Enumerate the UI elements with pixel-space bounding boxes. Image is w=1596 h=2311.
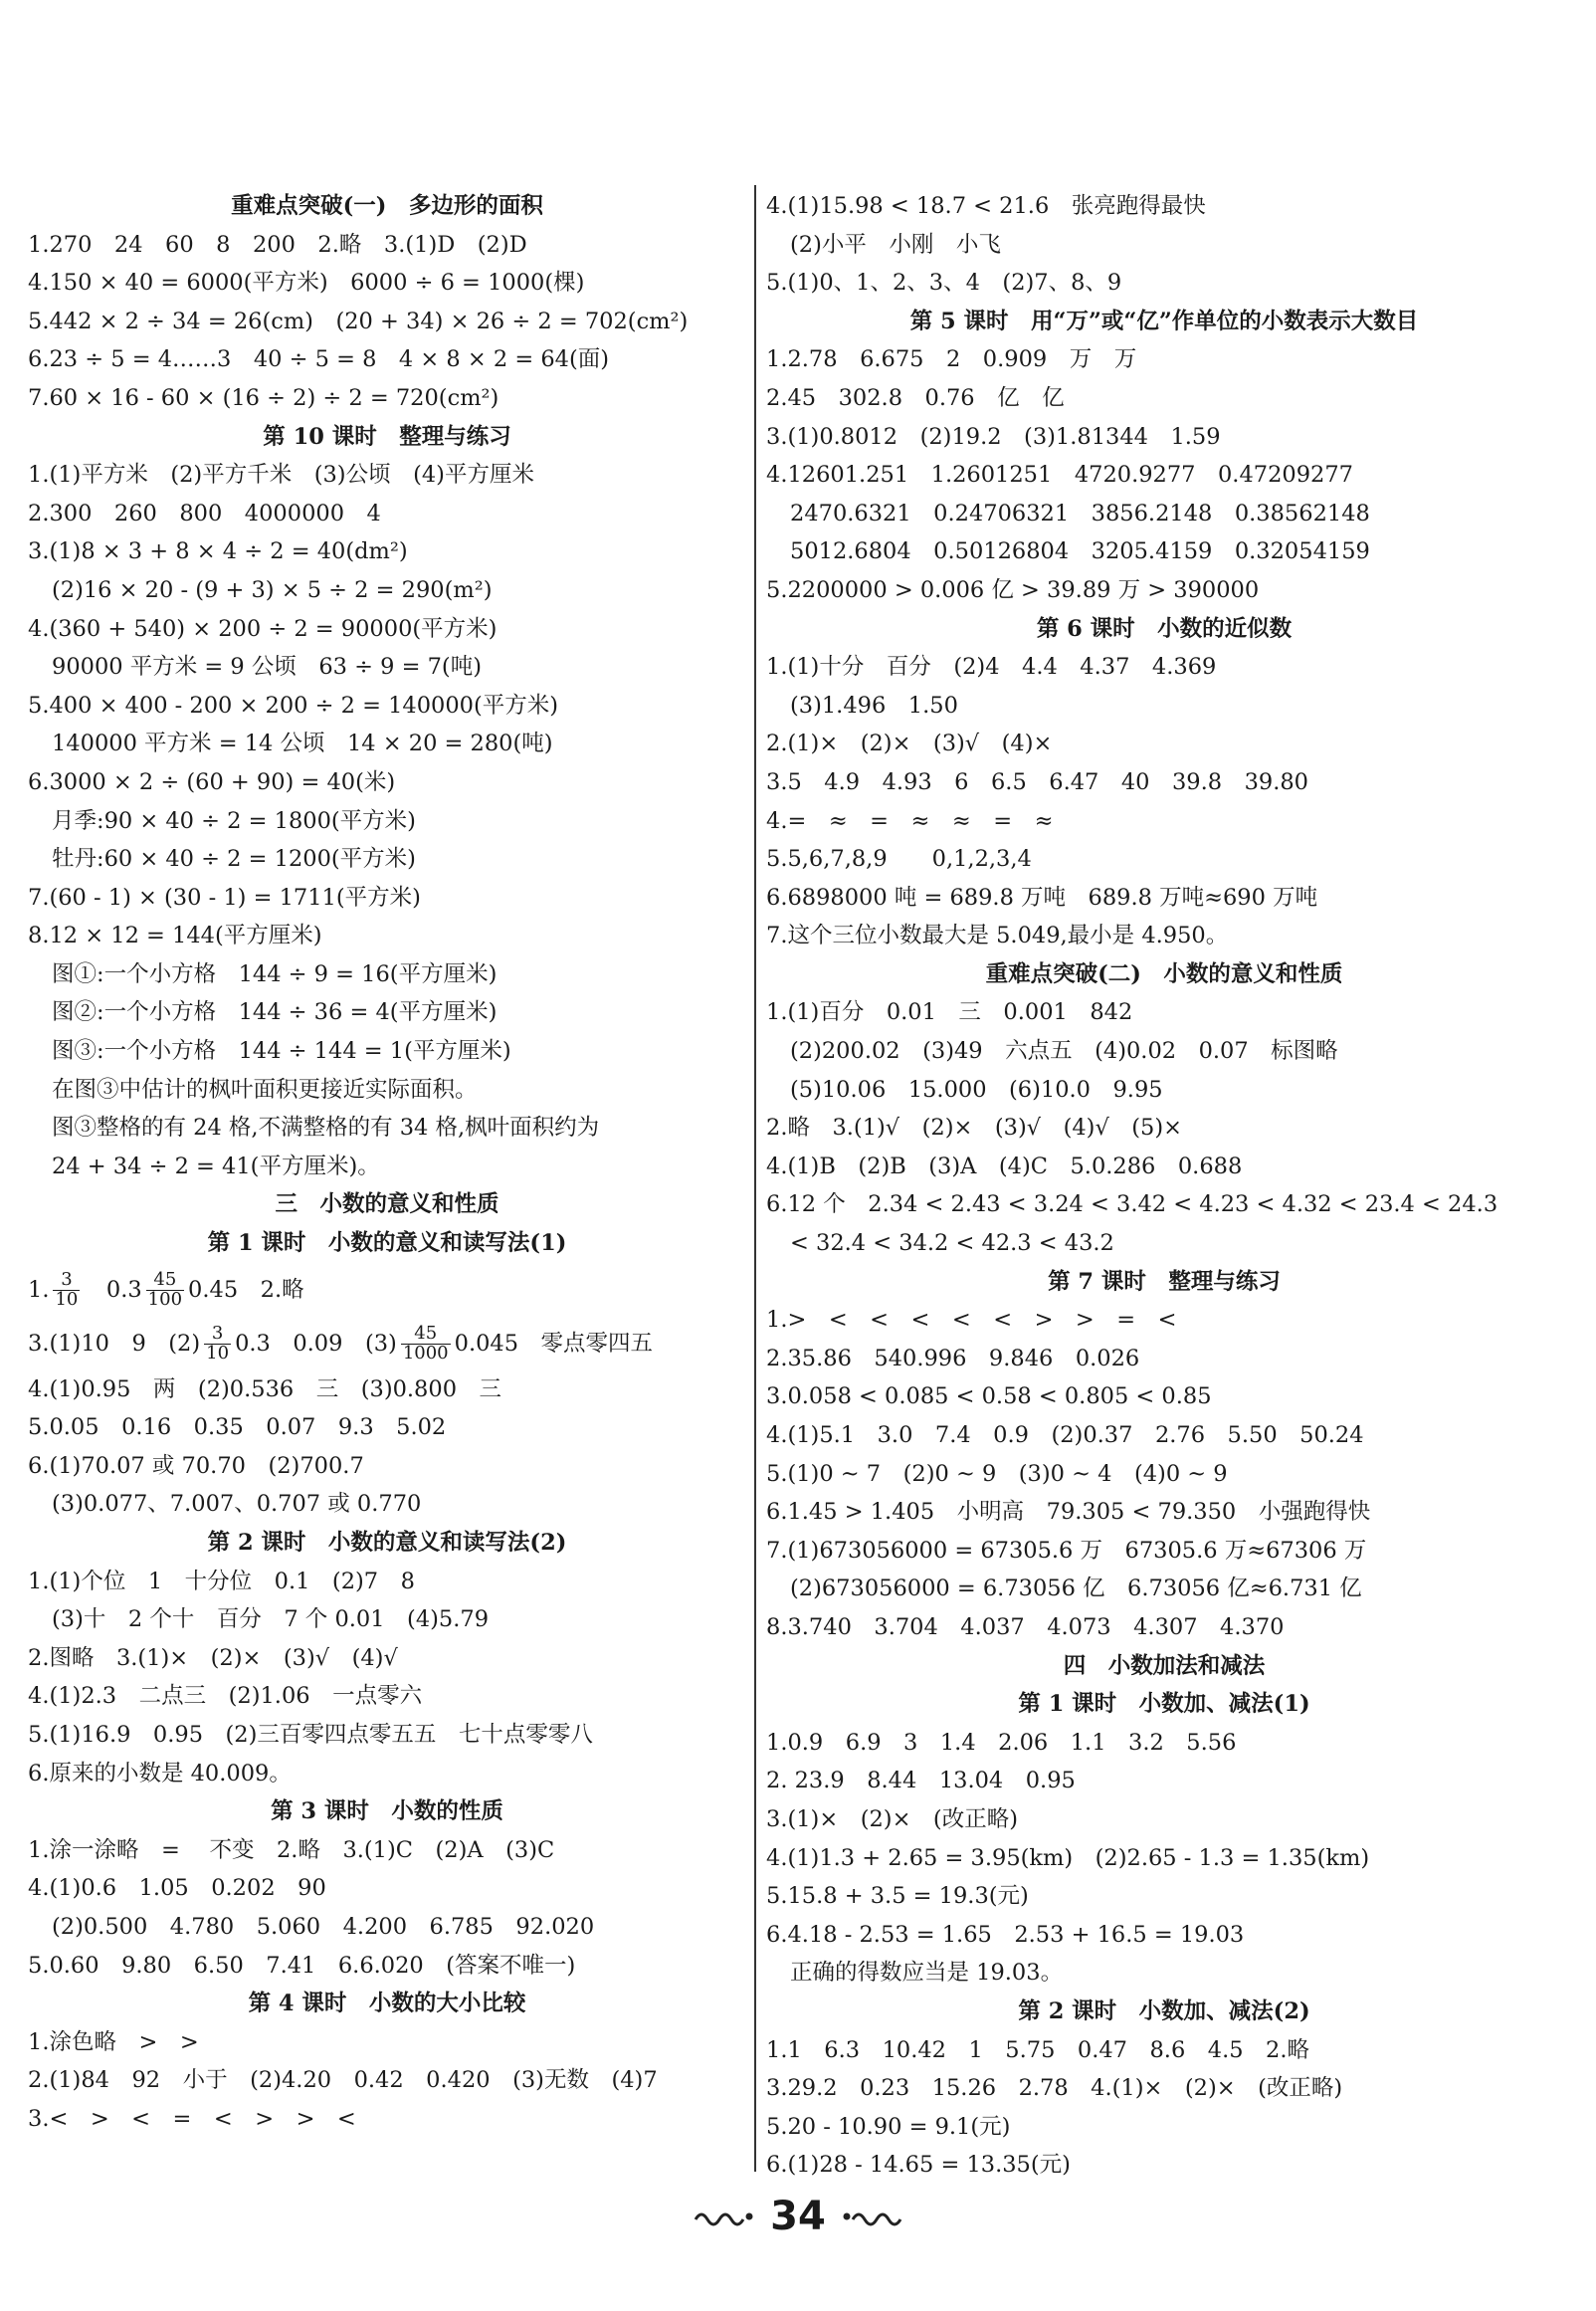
fraction bbox=[53, 1271, 80, 1310]
answer-text: 0.3 0.09 (3) bbox=[235, 1330, 397, 1357]
answer-line: 1.(1)十分 百分 (2)4 4.4 4.37 4.369 bbox=[766, 654, 1217, 681]
answer-text: 0.45 2.略 bbox=[188, 1276, 304, 1303]
answer-line: 5.(1)0 ~ 7 (2)0 ~ 9 (3)0 ~ 4 (4)0 ~ 9 bbox=[766, 1460, 1228, 1487]
answer-line: 2470.6321 0.24706321 3856.2148 0.38562148 bbox=[790, 500, 1370, 526]
section-heading: 重难点突破(一) 多边形的面积 bbox=[231, 193, 543, 219]
fraction-denominator: 10 bbox=[206, 1343, 230, 1365]
answer-line: 24 + 34 ÷ 2 = 41(平方厘米)。 bbox=[52, 1153, 380, 1179]
answer-line: 4.(1)1.3 + 2.65 = 3.95(km) (2)2.65 - 1.3 = 1.35(km) bbox=[766, 1844, 1370, 1871]
answer-text: 3.(1)10 9 (2) bbox=[28, 1330, 201, 1357]
answer-line: (3)0.077、7.007、0.707 或 0.770 bbox=[52, 1491, 422, 1518]
answer-line: 图③整格的有 24 格,不满整格的有 34 格,枫叶面积约为 bbox=[52, 1115, 600, 1142]
answer-line: 6.3000 × 2 ÷ (60 + 90) = 40(米) bbox=[28, 768, 396, 795]
fraction-numerator: 3 bbox=[53, 1271, 80, 1291]
answer-line: 3.(1)× (2)× (改正略) bbox=[766, 1805, 1018, 1832]
answer-line: 3.29.2 0.23 15.26 2.78 4.(1)× (2)× (改正略) bbox=[766, 2075, 1343, 2102]
section-heading: 第 1 课时 小数加、减法(1) bbox=[1018, 1691, 1310, 1718]
answer-line: 4.(1)15.98 < 18.7 < 21.6 张亮跑得最快 bbox=[766, 193, 1206, 219]
answer-text: 1. bbox=[28, 1276, 50, 1303]
answer-line: 7.(1)673056000 = 67305.6 万 67305.6 万≈67306 万 bbox=[766, 1537, 1367, 1564]
answer-line: 8.12 × 12 = 144(平方厘米) bbox=[28, 923, 322, 949]
section-heading: 第 7 课时 整理与练习 bbox=[1048, 1268, 1281, 1295]
answer-line: 1.涂色略 > > bbox=[28, 2028, 199, 2055]
answer-line: 图②:一个小方格 144 ÷ 36 = 4(平方厘米) bbox=[52, 999, 498, 1026]
answer-line: (2)0.500 4.780 5.060 4.200 6.785 92.020 bbox=[52, 1913, 595, 1940]
fraction bbox=[146, 1271, 184, 1310]
left-column bbox=[28, 187, 746, 2166]
answer-line: (2)16 × 20 - (9 + 3) × 5 ÷ 2 = 290(m²) bbox=[52, 576, 493, 603]
answer-line: 1.(1)个位 1 十分位 0.1 (2)7 8 bbox=[28, 1568, 415, 1594]
answer-line: 1.(1)平方米 (2)平方千米 (3)公顷 (4)平方厘米 bbox=[28, 462, 534, 489]
answer-line: 4.150 × 40 = 6000(平方米) 6000 ÷ 6 = 1000(棵) bbox=[28, 270, 585, 297]
answer-line: 7.60 × 16 - 60 × (16 ÷ 2) ÷ 2 = 720(cm²) bbox=[28, 384, 499, 411]
fraction bbox=[204, 1325, 231, 1364]
answer-line: 6.(1)28 - 14.65 = 13.35(元) bbox=[766, 2152, 1071, 2179]
fraction-numerator: 45 bbox=[401, 1325, 451, 1345]
answer-text: 0.045 零点零四五 bbox=[454, 1330, 654, 1357]
answer-line: 5.0.05 0.16 0.35 0.07 9.3 5.02 bbox=[28, 1414, 447, 1441]
answer-line: 1.2.78 6.675 2 0.909 万 万 bbox=[766, 346, 1137, 373]
answer-line: 图③:一个小方格 144 ÷ 144 = 1(平方厘米) bbox=[52, 1038, 511, 1065]
section-heading: 重难点突破(二) 小数的意义和性质 bbox=[985, 960, 1343, 987]
answer-line: 2.300 260 800 4000000 4 bbox=[28, 500, 381, 526]
answer-line: 5.(1)0、1、2、3、4 (2)7、8、9 bbox=[766, 270, 1122, 297]
answer-line: 6.1.45 > 1.405 小明高 79.305 < 79.350 小强跑得快 bbox=[766, 1499, 1371, 1526]
answer-line: 4.(1)0.6 1.05 0.202 90 bbox=[28, 1875, 326, 1902]
right-column bbox=[766, 187, 1562, 2179]
answer-line: 5.442 × 2 ÷ 34 = 26(cm) (20 + 34) × 26 ÷ 2 = 702(cm²) bbox=[28, 308, 689, 334]
answer-line: 2.45 302.8 0.76 亿 亿 bbox=[766, 384, 1065, 411]
answer-line: (3)1.496 1.50 bbox=[790, 692, 958, 719]
fraction-denominator: 100 bbox=[147, 1289, 183, 1311]
page-number: 34 bbox=[770, 2193, 826, 2239]
answer-line-with-fractions bbox=[28, 1263, 746, 1317]
answer-line: 牡丹:60 × 40 ÷ 2 = 1200(平方米) bbox=[52, 846, 416, 873]
section-heading: 第 4 课时 小数的大小比较 bbox=[248, 1991, 526, 2017]
answer-line-with-fractions bbox=[28, 1317, 746, 1370]
section-heading: 第 6 课时 小数的近似数 bbox=[1036, 615, 1293, 642]
fraction-denominator: 10 bbox=[55, 1289, 79, 1311]
answer-line: (3)十 2 个十 百分 7 个 0.01 (4)5.79 bbox=[52, 1606, 490, 1633]
answer-line: 在图③中估计的枫叶面积更接近实际面积。 bbox=[52, 1076, 478, 1103]
answer-line: 2. 23.9 8.44 13.04 0.95 bbox=[766, 1768, 1076, 1794]
left-ornament-icon bbox=[692, 2206, 755, 2227]
fraction-numerator: 3 bbox=[204, 1325, 231, 1345]
answer-line: 4.(1)5.1 3.0 7.4 0.9 (2)0.37 2.76 5.50 50.24 bbox=[766, 1422, 1364, 1448]
answer-line: (2)200.02 (3)49 六点五 (4)0.02 0.07 标图略 bbox=[790, 1038, 1338, 1065]
section-heading: 第 10 课时 整理与练习 bbox=[263, 423, 511, 450]
answer-line: 3.5 4.9 4.93 6 6.5 6.47 40 39.8 39.80 bbox=[766, 768, 1308, 795]
page-footer bbox=[0, 2186, 1596, 2245]
answer-line: 图①:一个小方格 144 ÷ 9 = 16(平方厘米) bbox=[52, 960, 498, 987]
answer-line: 6.23 ÷ 5 = 4……3 40 ÷ 5 = 8 4 × 8 × 2 = 64(面) bbox=[28, 346, 610, 373]
answer-line: 6.原来的小数是 40.009。 bbox=[28, 1760, 292, 1786]
answer-line: 7.这个三位小数最大是 5.049,最小是 4.950。 bbox=[766, 923, 1229, 949]
answer-line: 5.400 × 400 - 200 × 200 ÷ 2 = 140000(平方米) bbox=[28, 692, 559, 719]
answer-line: 3.< > < = < > > < bbox=[28, 2105, 356, 2132]
answer-line: 5.15.8 + 3.5 = 19.3(元) bbox=[766, 1883, 1029, 1910]
answer-line: 正确的得数应当是 19.03。 bbox=[790, 1960, 1064, 1987]
answer-text: 0.3 bbox=[84, 1276, 142, 1303]
answer-line: 7.(60 - 1) × (30 - 1) = 1711(平方米) bbox=[28, 884, 421, 911]
answer-line: (2)小平 小刚 小飞 bbox=[790, 231, 1001, 258]
answer-line: 1.1 6.3 10.42 1 5.75 0.47 8.6 4.5 2.略 bbox=[766, 2036, 1310, 2063]
column-divider bbox=[754, 185, 756, 2172]
answer-line: 140000 平方米 = 14 公顷 14 × 20 = 280(吨) bbox=[52, 731, 553, 757]
answer-line: 1.0.9 6.9 3 1.4 2.06 1.1 3.2 5.56 bbox=[766, 1729, 1237, 1756]
answer-line: 4.(360 + 540) × 200 ÷ 2 = 90000(平方米) bbox=[28, 615, 498, 642]
answer-line: 4.(1)2.3 二点三 (2)1.06 一点零六 bbox=[28, 1683, 423, 1710]
answer-line: (2)673056000 = 6.73056 亿 6.73056 亿≈6.731 亿 bbox=[790, 1576, 1362, 1602]
fraction-numerator: 45 bbox=[146, 1271, 184, 1291]
answer-line: 6.(1)70.07 或 70.70 (2)700.7 bbox=[28, 1452, 364, 1479]
answer-line: 3.(1)0.8012 (2)19.2 (3)1.81344 1.59 bbox=[766, 423, 1221, 450]
answer-line: 5.2200000 > 0.006 亿 > 39.89 万 > 390000 bbox=[766, 576, 1260, 603]
answer-line: 1.(1)百分 0.01 三 0.001 842 bbox=[766, 999, 1133, 1026]
answer-line: 5.0.60 9.80 6.50 7.41 6.6.020 (答案不唯一) bbox=[28, 1952, 576, 1979]
answer-line: 5.(1)16.9 0.95 (2)三百零四点零五五 七十点零零八 bbox=[28, 1721, 593, 1748]
section-heading: 第 2 课时 小数的意义和读写法(2) bbox=[207, 1530, 567, 1556]
answer-line: 5.5,6,7,8,9 0,1,2,3,4 bbox=[766, 846, 1032, 873]
answer-line: 90000 平方米 = 9 公顷 63 ÷ 9 = 7(吨) bbox=[52, 654, 482, 681]
right-ornament-icon bbox=[841, 2206, 904, 2227]
section-heading: 第 5 课时 用“万”或“亿”作单位的小数表示大数目 bbox=[909, 308, 1419, 334]
answer-line: 2.(1)× (2)× (3)√ (4)× bbox=[766, 731, 1053, 757]
answer-line: 4.12601.251 1.2601251 4720.9277 0.47209277 bbox=[766, 462, 1353, 489]
answer-line: 月季:90 × 40 ÷ 2 = 1800(平方米) bbox=[52, 807, 416, 834]
answer-line: 2.35.86 540.996 9.846 0.026 bbox=[766, 1345, 1140, 1371]
section-heading: 第 1 课时 小数的意义和读写法(1) bbox=[207, 1230, 567, 1257]
answer-line: 6.6898000 吨 = 689.8 万吨 689.8 万吨≈690 万吨 bbox=[766, 884, 1318, 911]
answer-line: 8.3.740 3.704 4.037 4.073 4.307 4.370 bbox=[766, 1613, 1285, 1640]
answer-line: (5)10.06 15.000 (6)10.0 9.95 bbox=[790, 1076, 1163, 1103]
answer-line: 1.270 24 60 8 200 2.略 3.(1)D (2)D bbox=[28, 231, 527, 258]
answer-line: 4.(1)B (2)B (3)A (4)C 5.0.286 0.688 bbox=[766, 1153, 1243, 1179]
answer-line: 5012.6804 0.50126804 3205.4159 0.32054159 bbox=[790, 538, 1370, 565]
answer-line: 1.涂一涂略 = 不变 2.略 3.(1)C (2)A (3)C bbox=[28, 1836, 555, 1863]
answer-line: 2.略 3.(1)√ (2)× (3)√ (4)√ (5)× bbox=[766, 1115, 1183, 1142]
answer-line: 6.12 个 2.34 < 2.43 < 3.24 < 3.42 < 4.23 < 4.32 < 23.4 < 24.3 bbox=[766, 1191, 1498, 1218]
answer-line: 5.20 - 10.90 = 9.1(元) bbox=[766, 2113, 1011, 2140]
section-heading: 第 3 课时 小数的性质 bbox=[271, 1798, 503, 1825]
fraction bbox=[401, 1325, 451, 1364]
section-heading: 三 小数的意义和性质 bbox=[275, 1191, 499, 1218]
answer-line: 3.0.058 < 0.085 < 0.58 < 0.805 < 0.85 bbox=[766, 1383, 1212, 1410]
answer-line: 4.= ≈ = ≈ ≈ = ≈ bbox=[766, 807, 1054, 834]
answer-line: 1.> < < < < < > > = < bbox=[766, 1307, 1177, 1334]
answer-line: 4.(1)0.95 两 (2)0.536 三 (3)0.800 三 bbox=[28, 1375, 502, 1402]
section-heading: 四 小数加法和减法 bbox=[1063, 1652, 1266, 1679]
answer-line: 2.(1)84 92 小于 (2)4.20 0.42 0.420 (3)无数 (4)7 bbox=[28, 2067, 658, 2094]
answer-line: 6.4.18 - 2.53 = 1.65 2.53 + 16.5 = 19.03 bbox=[766, 1921, 1245, 1948]
fraction-denominator: 1000 bbox=[402, 1343, 449, 1365]
answer-line: 3.(1)8 × 3 + 8 × 4 ÷ 2 = 40(dm²) bbox=[28, 538, 408, 565]
section-heading: 第 2 课时 小数加、减法(2) bbox=[1018, 1997, 1310, 2024]
answer-line: 2.图略 3.(1)× (2)× (3)√ (4)√ bbox=[28, 1644, 398, 1671]
answer-line: < 32.4 < 34.2 < 42.3 < 43.2 bbox=[790, 1230, 1114, 1257]
